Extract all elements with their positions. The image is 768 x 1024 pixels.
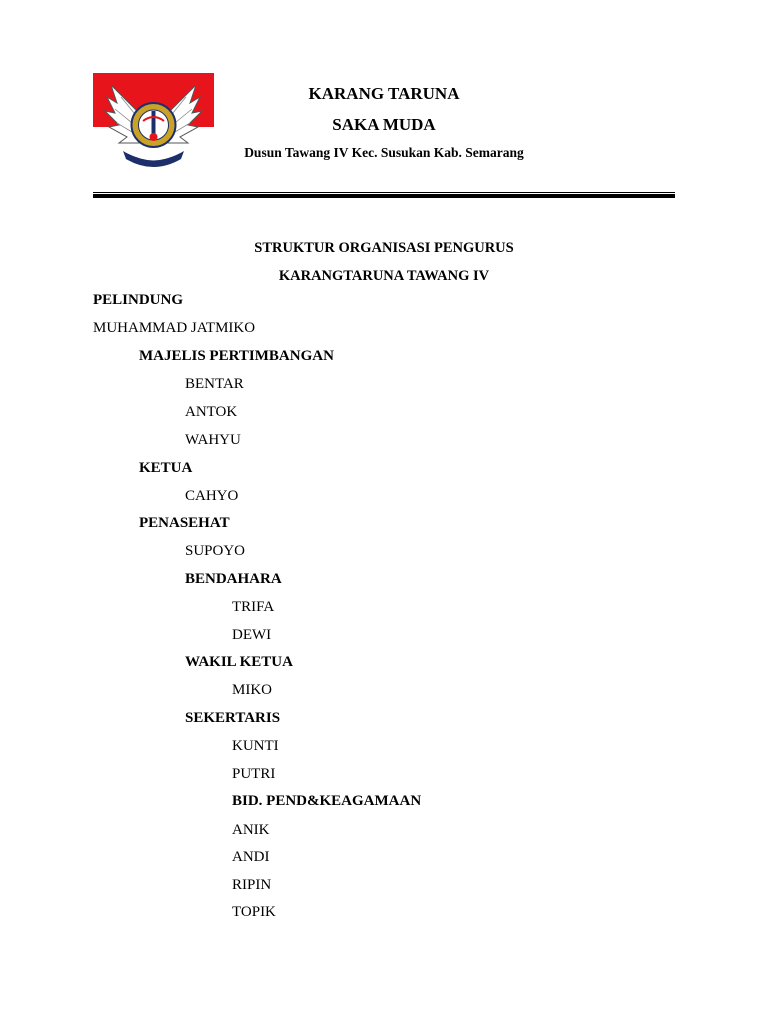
sekertaris-label: SEKERTARIS — [185, 710, 281, 726]
karang-taruna-logo — [93, 73, 214, 175]
bid-pendidikan-member: ANDI — [232, 849, 270, 865]
ketua-name: CAHYO — [185, 488, 239, 504]
wakil-ketua-label: WAKIL KETUA — [185, 654, 293, 670]
bid-pendidikan-member: ANIK — [232, 822, 270, 838]
organization-name: KARANG TARUNA — [308, 84, 460, 103]
sekertaris-member: PUTRI — [232, 766, 276, 782]
wakil-ketua-name: MIKO — [232, 682, 272, 698]
pelindung-name: MUHAMMAD JATMIKO — [93, 320, 256, 336]
majelis-member: WAHYU — [185, 432, 241, 448]
majelis-member: BENTAR — [185, 376, 244, 392]
penasehat-label: PENASEHAT — [139, 515, 230, 531]
divider-thick-line — [93, 194, 675, 198]
bid-pendidikan-label: BID. PEND&KEAGAMAAN — [232, 793, 422, 809]
bid-pendidikan-member: RIPIN — [232, 877, 272, 893]
bendahara-member: TRIFA — [232, 599, 275, 615]
bendahara-member: DEWI — [232, 627, 272, 643]
document-title: STRUKTUR ORGANISASI PENGURUS — [254, 240, 514, 256]
bendahara-label: BENDAHARA — [185, 571, 282, 587]
document-subtitle: KARANGTARUNA TAWANG IV — [278, 268, 490, 284]
sekertaris-member: KUNTI — [232, 738, 279, 754]
letterhead-divider — [93, 192, 675, 199]
majelis-member: ANTOK — [185, 404, 238, 420]
document-titles — [93, 234, 675, 290]
organization-subtitle: SAKA MUDA — [332, 115, 436, 134]
divider-thin-line — [93, 192, 675, 193]
organization-address: Dusun Tawang IV Kec. Susukan Kab. Semarang — [244, 145, 524, 160]
penasehat-name: SUPOYO — [185, 543, 246, 559]
bid-pendidikan-member: TOPIK — [232, 904, 276, 920]
letterhead — [214, 84, 554, 161]
pelindung-label: PELINDUNG — [93, 292, 184, 308]
majelis-label: MAJELIS PERTIMBANGAN — [139, 348, 334, 364]
ketua-label: KETUA — [139, 460, 193, 476]
